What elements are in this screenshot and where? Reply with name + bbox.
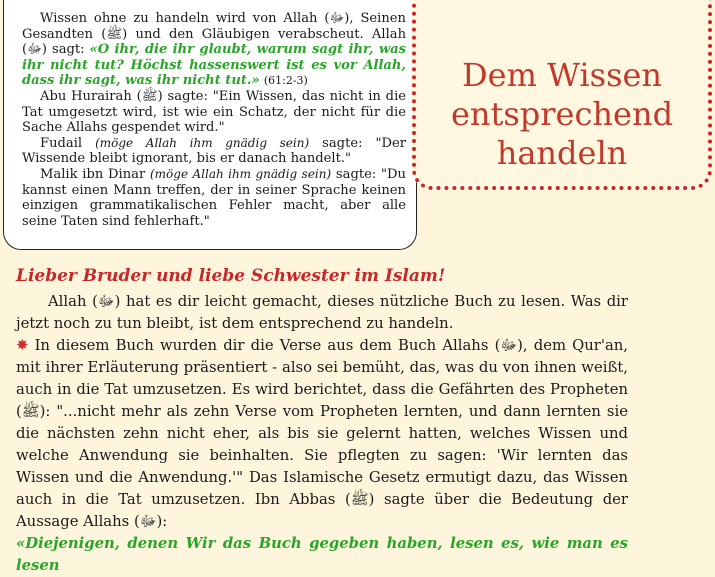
chapter-title — [412, 56, 712, 173]
box-paragraph-4 — [22, 167, 406, 229]
fudail-name: Fudail — [40, 135, 83, 151]
star-bullet-icon: ✸ — [16, 337, 29, 354]
body-text — [16, 291, 628, 577]
box-paragraph-2: Abu Hurairah (ﷺ) sagte: "Ein Wissen, das nicht in die Tat umgesetzt wird, ist wie ein Schatz, der nicht für die Sache Allahs gespendet wird." — [22, 88, 407, 136]
title-line-1: Dem Wissen — [461, 56, 663, 94]
section-heading: Lieber Bruder und liebe Schwester im Islam! — [16, 266, 446, 286]
title-line-3: handeln — [496, 134, 628, 172]
title-line-2: entsprechend — [450, 95, 674, 133]
malik-quote: sagte: "Du kannst einen Mann treffen, der in seiner Sprache keinen einzigen grammatikalischen Fehler macht, aber alle seine Taten sind fehlerhaft." — [22, 166, 406, 229]
quran-ref: (61:2-3) — [263, 74, 308, 88]
box-p1-text: Wissen ohne zu handeln wird von Allah (ﷻ), Seinen Gesandten (ﷺ) und den Gläubigen verabscheut. Allah (ﷻ) sagt: — [22, 11, 407, 58]
quote-box — [3, 0, 417, 250]
malik-name: Malik ibn Dinar — [40, 166, 146, 182]
box-paragraph-3 — [22, 136, 406, 167]
body-quran-quote: «Diejenigen, denen Wir das Buch gegeben haben, lesen es, wie man es lesen — [16, 535, 628, 574]
quran-quote: «O ihr, die ihr glaubt, warum sagt ihr, was ihr nicht tut? Höchst hassenswert ist es vor Allah, dass ihr sagt, was ihr nicht tut.» — [22, 42, 406, 89]
fudail-quote: sagte: "Der Wissende bleibt ignorant, bis er danach handelt." — [22, 135, 407, 167]
body-p2-text: In diesem Buch wurden dir die Verse aus dem Buch Allahs (ﷻ), dem Qur'an, mit ihrer Erläuterung präsentiert - also sei bemüht, das, was du von ihnen weißt, auch in die Tat umzusetzen. Es wird berichtet, dass die Gefährten des Propheten (ﷺ): "...nicht mehr als zehn Verse vom Propheten lernten, und dann lernten sie die nächsten zehn nicht eher, als bis sie gelernt hatten, welches Wissen und welche Anwendung sie beinhalten. Sie pflegten zu sagen: 'Wir lernten das Wissen und die Anwendung.'" Das Islamische Gesetz ermutigt dazu, das Wissen auch in die Tat umzusetzen. Ibn Abbas (ﷺ) sagte über die Bedeutung der Aussage Allahs (ﷻ): — [16, 337, 628, 530]
body-paragraph-2 — [16, 335, 628, 577]
box-paragraph-1 — [22, 11, 406, 89]
fudail-blessing: (möge Allah ihm gnädig sein) — [95, 135, 310, 150]
malik-blessing: (möge Allah ihm gnädig sein) — [150, 166, 332, 181]
body-paragraph-1: Allah (ﷻ) hat es dir leicht gemacht, dieses nützliche Buch zu lesen. Was dir jetzt noch zu tun bleibt, ist dem entsprechend zu handeln. — [16, 293, 628, 332]
